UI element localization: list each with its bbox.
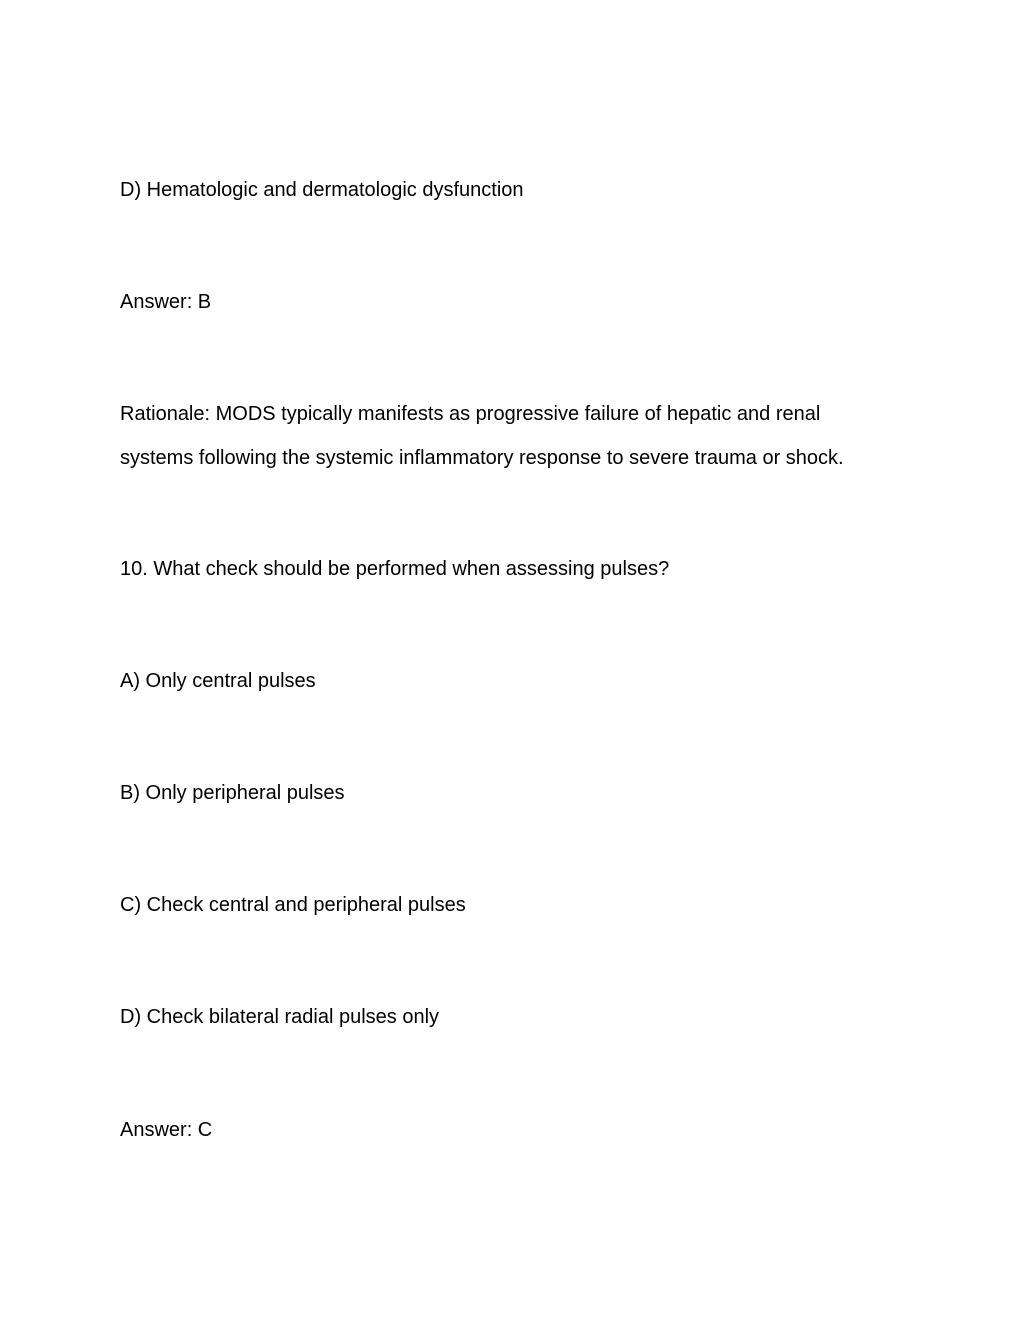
- previous-question-rationale-line-1: Rationale: MODS typically manifests as progressive failure of hepatic and renal: [120, 403, 821, 425]
- question-10-option-c: C) Check central and peripheral pulses: [120, 894, 466, 916]
- question-10-option-b: B) Only peripheral pulses: [120, 782, 345, 804]
- question-10-answer: Answer: C: [120, 1119, 213, 1141]
- previous-question-rationale-line-2: systems following the systemic inflammatory response to severe trauma or shock.: [120, 447, 844, 469]
- previous-question-answer: Answer: B: [120, 291, 212, 313]
- question-10-option-d: D) Check bilateral radial pulses only: [120, 1006, 440, 1028]
- question-10-option-a: A) Only central pulses: [120, 670, 316, 692]
- question-10-text: 10. What check should be performed when assessing pulses?: [120, 558, 670, 580]
- previous-question-option-d: D) Hematologic and dermatologic dysfunction: [120, 179, 524, 201]
